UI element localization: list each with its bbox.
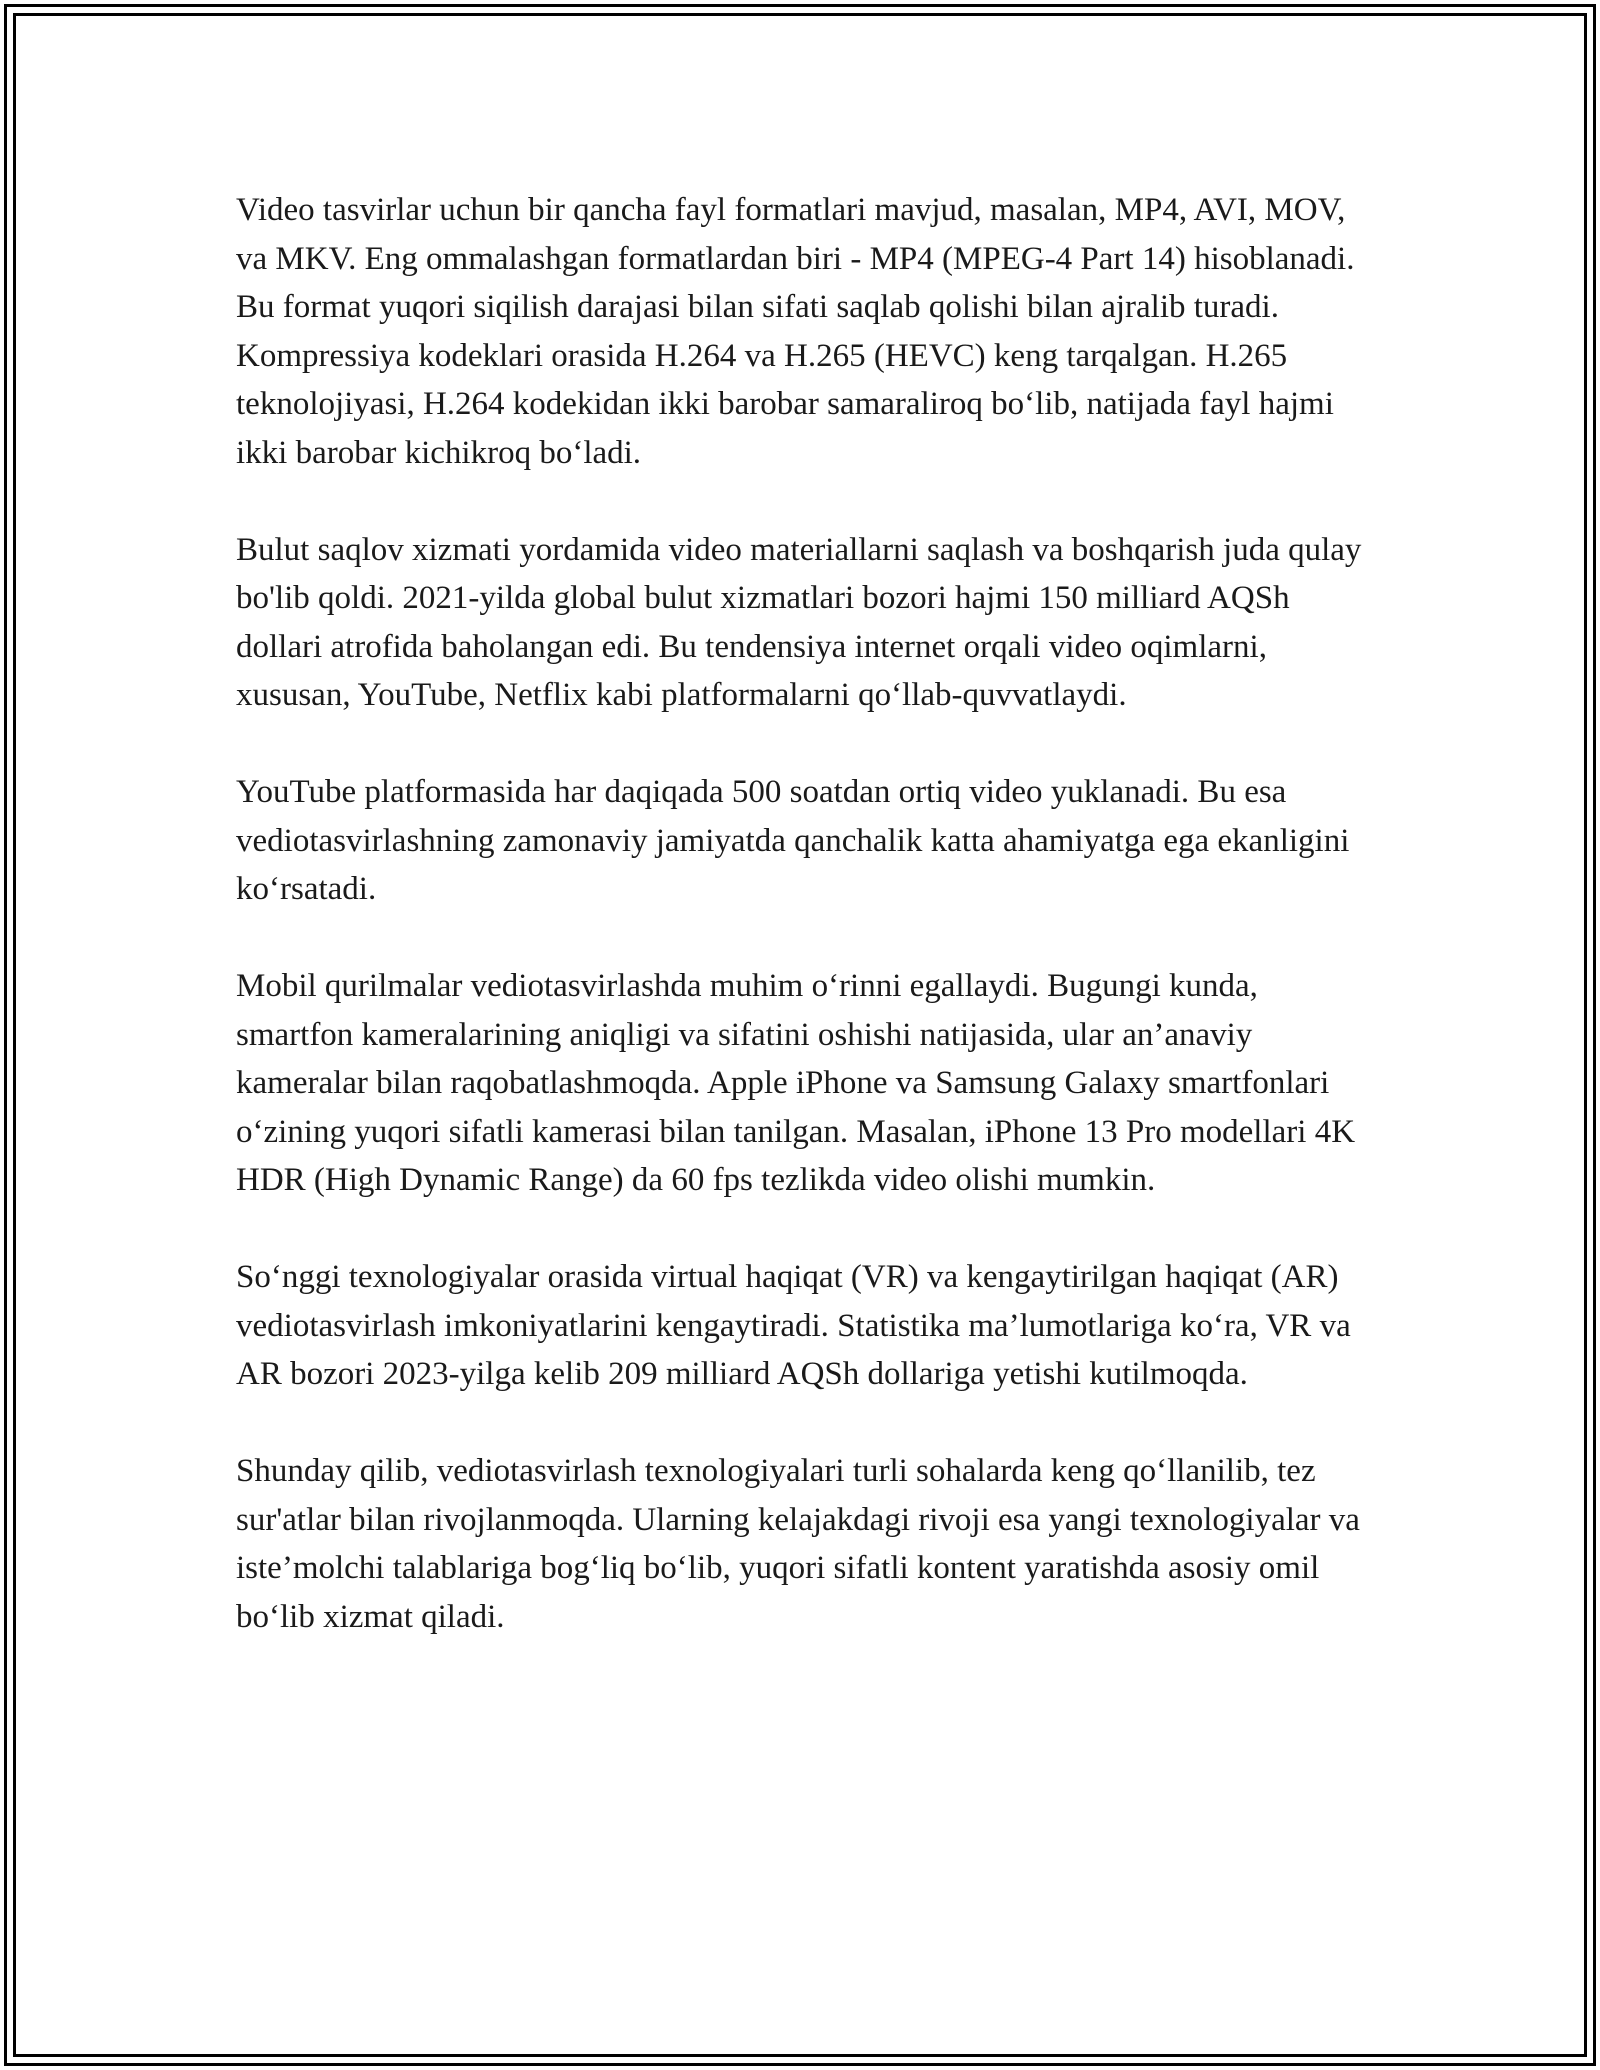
paragraph-mobile-devices: Mobil qurilmalar vediotasvirlashda muhim o‘rinni egallaydi. Bugungi kunda, smartfon kameralarining aniqligi va sifatini oshishi natijasida, ular an’anaviy kameralar bilan raqobatlashmoqda. Apple iPhone va Samsung Galaxy smartfonlari o‘zining yuqori sifatli kamerasi bilan tanilgan. Masalan, iPhone 13 Pro modellari 4K HDR (High Dynamic Range) da 60 fps tezlikda video olishi mumkin. bbox=[236, 968, 1356, 1198]
document-body bbox=[236, 186, 1376, 1641]
paragraph-youtube: YouTube platformasida har daqiqada 500 soatdan ortiq video yuklanadi. Bu esa vediotasvirlashning zamonaviy jamiyatda qanchalik katta ahamiyatga ega ekanligini ko‘rsatadi. bbox=[236, 774, 1350, 907]
paragraph-cloud-storage: Bulut saqlov xizmati yordamida video materiallarni saqlash va boshqarish juda qulay bo'lib qoldi. 2021-yilda global bulut xizmatlari bozori hajmi 150 milliard AQSh dollari atrofida baholangan edi. Bu tendensiya internet orqali video oqimlarni, xususan, YouTube, Netflix kabi platformalarni qo‘llab-quvvatlaydi. bbox=[236, 531, 1362, 713]
paragraph-video-formats: Video tasvirlar uchun bir qancha fayl formatlari mavjud, masalan, MP4, AVI, MOV, va MKV. Eng ommalashgan formatlardan biri - MP4 (MPEG-4 Part 14) hisoblanadi. Bu format yuqori siqilish darajasi bilan sifati saqlab qolishi bilan ajralib turadi. Kompressiya kodeklari orasida H.264 va H.265 (HEVC) keng tarqalgan. H.265 teknolojiyasi, H.264 kodekidan ikki barobar samaraliroq bo‘lib, natijada fayl hajmi ikki barobar kichikroq bo‘ladi. bbox=[236, 192, 1355, 471]
paragraph-vr-ar: So‘nggi texnologiyalar orasida virtual haqiqat (VR) va kengaytirilgan haqiqat (AR) vediotasvirlash imkoniyatlarini kengaytiradi. Statistika ma’lumotlariga ko‘ra, VR va AR bozori 2023-yilga kelib 209 milliard AQSh dollariga yetishi kutilmoqda. bbox=[236, 1259, 1351, 1392]
paragraph-conclusion: Shunday qilib, vediotasvirlash texnologiyalari turli sohalarda keng qo‘llanilib, tez sur'atlar bilan rivojlanmoqda. Ularning kelajakdagi rivoji esa yangi texnologiyalar va iste’molchi talablariga bog‘liq bo‘lib, yuqori sifatli kontent yaratishda asosiy omil bo‘lib xizmat qiladi. bbox=[236, 1453, 1360, 1635]
